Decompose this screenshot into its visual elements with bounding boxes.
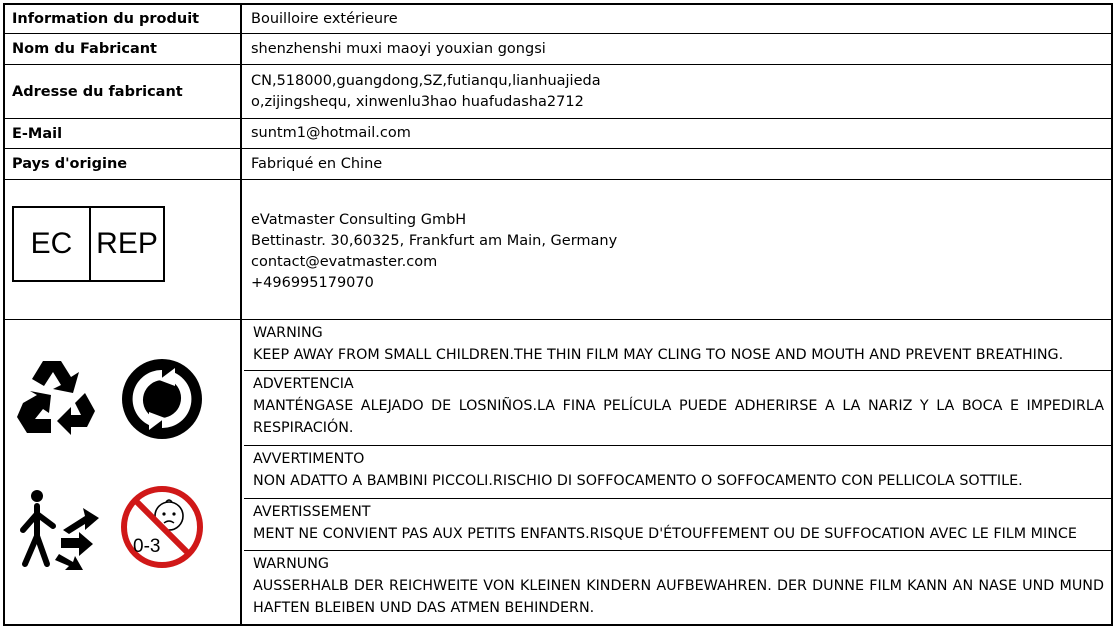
warning-text: MANTÉNGASE ALEJADO DE LOSNIÑOS.LA FINA PELÍCULA PUEDE ADHERIRSE A LA NARIZ Y LA BOCA E IMPEDIRLA RESPIRACIÓN.	[253, 398, 1104, 436]
warning-text: NON ADATTO A BAMBINI PICCOLI.RISCHIO DI SOFFOCAMENTO O SOFFOCAMENTO CON PELLICOLA SOTTILE.	[253, 473, 1023, 489]
value-text: Bouilloire extérieure	[251, 10, 398, 27]
product-info-table	[3, 3, 1113, 626]
row-email	[5, 119, 1111, 149]
warning-text: AUSSERHALB DER REICHWEITE VON KLEINEN KINDERN AUFBEWAHREN. DER DUNNE FILM KANN AN NASE UND MUND HAFTEN BLEIBEN UND DAS ATMEN BEHINDERN.	[253, 578, 1104, 616]
value-email	[242, 119, 1111, 148]
value-product-information	[242, 5, 1111, 33]
ec-rep-symbol-right: REP	[96, 227, 158, 260]
warning-title: AVVERTIMENTO	[253, 451, 365, 467]
row-country-of-origin	[5, 149, 1111, 180]
warning-title: WARNUNG	[253, 556, 330, 572]
warning-de	[244, 551, 1111, 626]
address-line-1: CN,518000,guangdong,SZ,futianqu,lianhuajieda	[251, 72, 601, 89]
label-email: E-Mail	[5, 119, 242, 148]
row-manufacturer-address	[5, 65, 1111, 119]
green-dot-icon	[119, 356, 205, 442]
warning-it	[244, 446, 1111, 499]
ec-rep-address	[242, 180, 1111, 319]
ec-rep-phone: +496995179070	[251, 274, 374, 291]
value-manufacturer-address	[242, 65, 1111, 118]
value-country-of-origin	[242, 149, 1111, 179]
value-text: shenzhenshi muxi maoyi youxian gongsi	[251, 40, 546, 57]
warning-title: WARNING	[253, 325, 323, 341]
ec-rep-symbol-cell	[5, 180, 242, 319]
value-manufacturer-name	[242, 34, 1111, 64]
ec-rep-symbol	[12, 206, 165, 282]
value-text: suntm1@hotmail.com	[251, 125, 411, 141]
ec-rep-email: contact@evatmaster.com	[251, 253, 438, 270]
row-ec-rep	[5, 180, 1111, 320]
ec-rep-symbol-left: EC	[14, 208, 91, 280]
value-text: Fabriqué en Chine	[251, 155, 383, 172]
warning-en	[244, 320, 1111, 371]
warning-text: KEEP AWAY FROM SMALL CHILDREN.THE THIN FILM MAY CLING TO NOSE AND MOUTH AND PREVENT BREATHING.	[253, 347, 1064, 363]
row-product-information	[5, 5, 1111, 34]
tidyman-icon	[13, 486, 105, 570]
label-product-information: Information du produit	[5, 5, 242, 33]
recycle-icon	[13, 355, 101, 439]
ec-rep-street: Bettinastr. 30,60325, Frankfurt am Main, Germany	[251, 232, 618, 249]
ec-rep-company: eVatmaster Consulting GmbH	[251, 211, 467, 228]
warning-text: MENT NE CONVIENT PAS AUX PETITS ENFANTS.RISQUE D'ÉTOUFFEMENT OU DE SUFFOCATION AVEC LE FILM MINCE	[253, 526, 1077, 542]
age-warning-icon	[119, 484, 205, 570]
warning-fr	[244, 499, 1111, 551]
row-manufacturer-name	[5, 34, 1111, 65]
address-line-2: o,zijingshequ, xinwenlu3hao huafudasha2712	[251, 93, 584, 110]
age-label: 0-3	[133, 536, 161, 557]
label-country-of-origin: Pays d'origine	[5, 149, 242, 179]
label-manufacturer-address: Adresse du fabricant	[5, 65, 242, 118]
warning-es	[244, 371, 1111, 446]
warning-title: AVERTISSEMENT	[253, 504, 371, 520]
label-manufacturer-name: Nom du Fabricant	[5, 34, 242, 64]
symbols-cell	[5, 320, 242, 626]
warning-title: ADVERTENCIA	[253, 376, 354, 392]
